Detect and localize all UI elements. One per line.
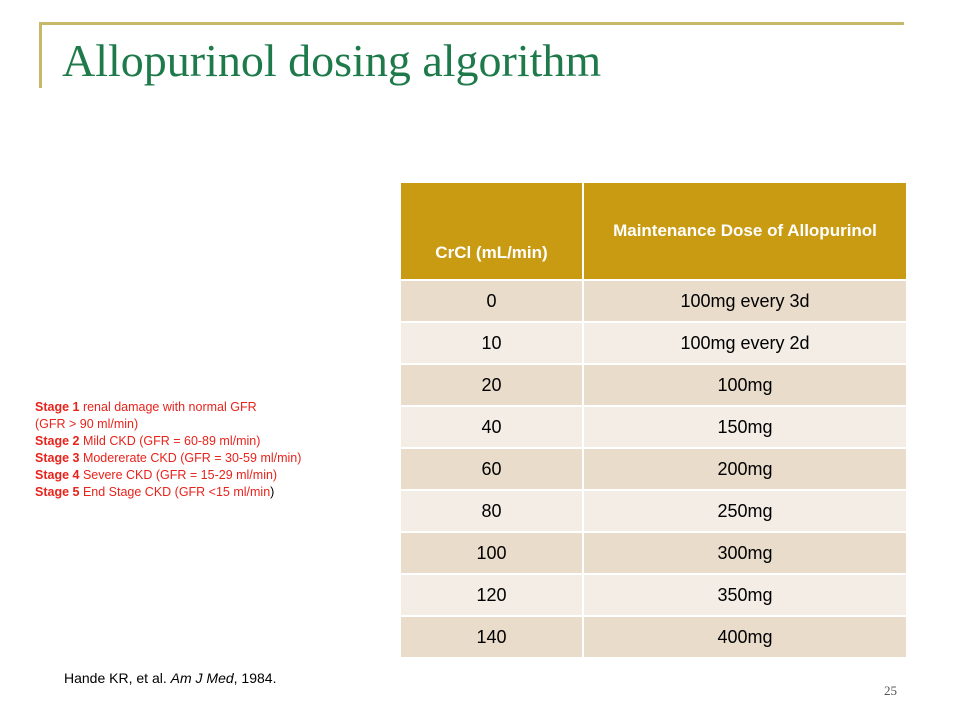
dose-cell: 150mg	[583, 406, 906, 448]
dose-cell: 100mg	[583, 364, 906, 406]
table-row	[401, 406, 906, 448]
crcl-cell: 60	[401, 448, 583, 490]
dosing-table	[401, 183, 906, 657]
table-row	[401, 280, 906, 322]
stage-label: Stage 2	[35, 434, 80, 448]
crcl-cell: 80	[401, 490, 583, 532]
stage-description: renal damage with normal GFR	[79, 400, 257, 414]
table-row	[401, 616, 906, 657]
dose-cell: 100mg every 3d	[583, 280, 906, 322]
page-number: 25	[884, 683, 897, 698]
crcl-cell: 40	[401, 406, 583, 448]
dose-cell: 300mg	[583, 532, 906, 574]
stage-line	[35, 416, 395, 433]
stage-label: Stage 4	[35, 468, 80, 482]
table-row	[401, 490, 906, 532]
table-row	[401, 532, 906, 574]
table-header-row	[401, 183, 906, 280]
crcl-cell: 120	[401, 574, 583, 616]
table-row	[401, 322, 906, 364]
header-maintenance-dose: Maintenance Dose of Allopurinol	[583, 183, 906, 280]
stage-description: Modererate CKD (GFR = 30-59 ml/min)	[79, 451, 302, 465]
stage-description: Mild CKD (GFR = 60-89 ml/min)	[79, 434, 261, 448]
table-row	[401, 364, 906, 406]
citation	[64, 670, 276, 686]
stage-label: Stage 1	[35, 400, 80, 414]
stage-description: End Stage CKD (GFR <15 ml/min	[79, 485, 271, 499]
citation-year: , 1984.	[233, 670, 277, 686]
citation-authors: Hande KR, et al.	[64, 670, 171, 686]
stage-description: (GFR > 90 ml/min)	[35, 417, 139, 431]
dose-cell: 100mg every 2d	[583, 322, 906, 364]
stage-description: Severe CKD (GFR = 15-29 ml/min)	[79, 468, 278, 482]
dose-cell: 350mg	[583, 574, 906, 616]
ckd-stage-legend	[35, 399, 395, 501]
crcl-cell: 20	[401, 364, 583, 406]
slide-title: Allopurinol dosing algorithm	[62, 35, 602, 86]
stage-closing-paren: )	[270, 485, 275, 499]
stage-line	[35, 399, 395, 416]
dose-cell: 200mg	[583, 448, 906, 490]
dose-cell: 400mg	[583, 616, 906, 657]
dose-cell: 250mg	[583, 490, 906, 532]
table-row	[401, 448, 906, 490]
stage-line	[35, 484, 395, 501]
citation-journal: Am J Med	[170, 670, 234, 686]
stage-line	[35, 433, 395, 450]
stage-line	[35, 450, 395, 467]
crcl-cell: 0	[401, 280, 583, 322]
stage-line	[35, 467, 395, 484]
crcl-cell: 10	[401, 322, 583, 364]
crcl-cell: 100	[401, 532, 583, 574]
slide-frame-left-rule	[39, 22, 42, 88]
stage-label: Stage 3	[35, 451, 80, 465]
slide-frame-top-rule	[40, 22, 904, 25]
table-row	[401, 574, 906, 616]
stage-label: Stage 5	[35, 485, 80, 499]
header-crcl: CrCl (mL/min)	[401, 183, 583, 280]
crcl-cell: 140	[401, 616, 583, 657]
